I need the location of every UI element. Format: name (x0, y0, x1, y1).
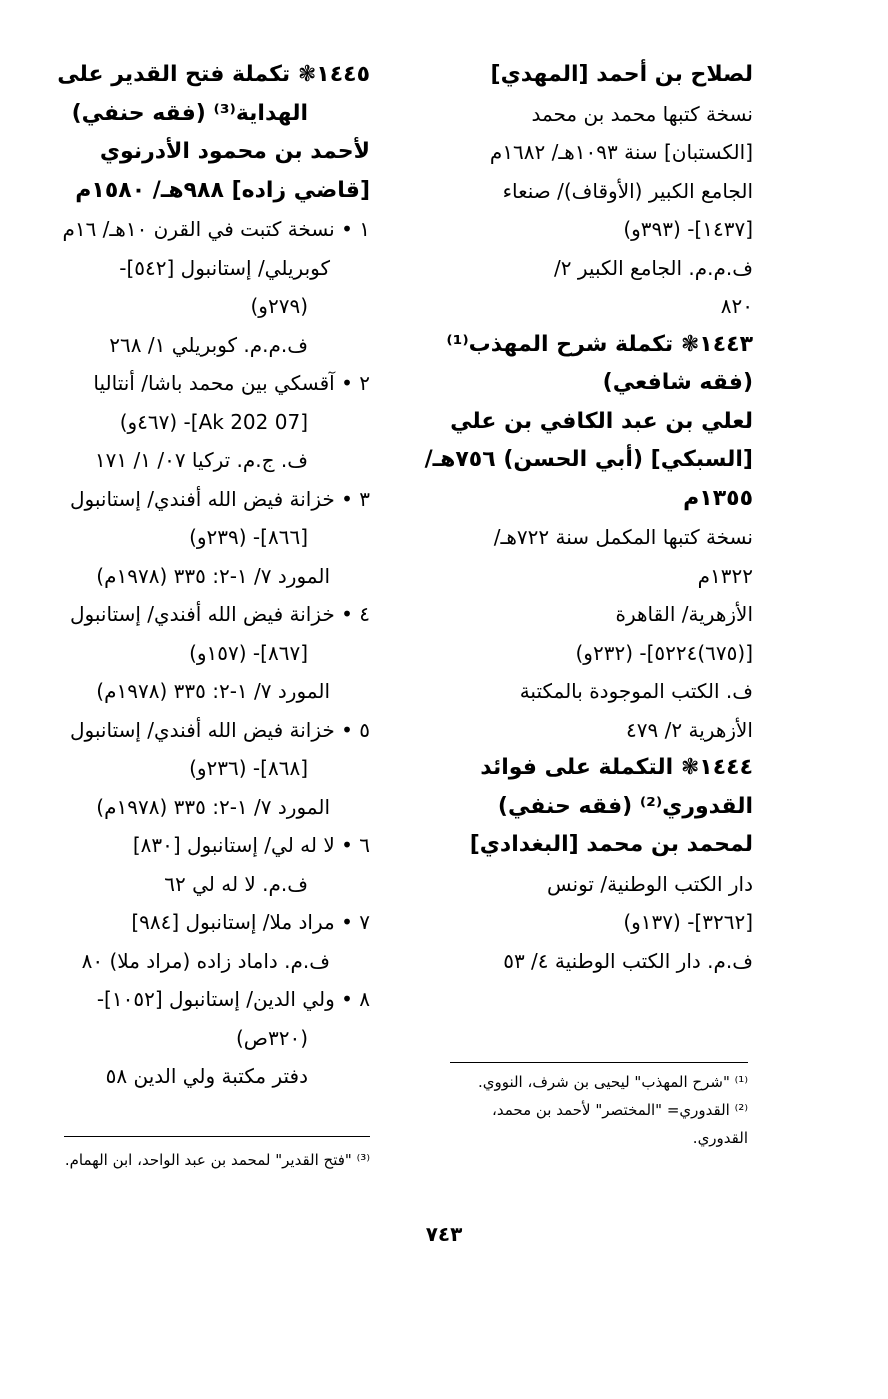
footnote-line: ⁽³⁾ "فتح القدير" لمحمد بن عبد الواحد، ابن الهمام. (64, 1151, 370, 1169)
left-column-line: دفتر مكتبة ولي الدين ٥٨ (105, 1064, 308, 1088)
right-column-line: ١٣٢٢م (697, 563, 753, 588)
right-column-line: دار الكتب الوطنية/ تونس (547, 871, 753, 896)
right-column-line: ف.م.م. الجامع الكبير ٢/ (554, 255, 753, 280)
right-column-line: (فقه شافعي) (602, 370, 753, 395)
right-column-line: لعلي بن عبد الكافي بن علي (450, 408, 753, 434)
right-column-line: [١٤٣٧]- (٣٩٣و) (623, 217, 753, 241)
left-column-line: الهداية⁽³⁾ (فقه حنفي) (71, 100, 308, 126)
left-column-line: [قاضي زاده] ٩٨٨هـ/ ١٥٨٠م (75, 177, 370, 203)
left-column-line: ٢ • آقسكي بين محمد باشا/ أنتاليا (93, 371, 370, 395)
footnote-line: ⁽²⁾ القدوري= "المختصر" لأحمد بن محمد، (492, 1101, 748, 1119)
right-column-line: ١٣٥٥م (683, 485, 753, 511)
right-column-line: ٨٢٠ (720, 294, 753, 318)
footnote-rule-right (450, 1062, 748, 1063)
left-column-line: ٥ • خزانة فيض الله أفندي/ إستانبول (70, 717, 370, 742)
left-column-line: (٣٢٠ص) (235, 1025, 308, 1050)
left-column-line: المورد ٧/ ١-٢: ٣٣٥ (١٩٧٨م) (96, 679, 330, 703)
right-column-line: ف. الكتب الموجودة بالمكتبة (519, 679, 753, 703)
right-column-line: الأزهرية ٢/ ٤٧٩ (626, 717, 753, 742)
left-column-line: ف. ج.م. تركيا ٠٧/ ١/ ١٧١ (94, 448, 308, 472)
left-column-line: لأحمد بن محمود الأدرنوي (99, 139, 370, 164)
page-number: ٧٤٣ (425, 1222, 463, 1246)
left-column (40, 56, 370, 1096)
right-column-line: الجامع الكبير (الأوقاف)/ صنعاء (502, 178, 753, 203)
right-column-line: القدوري⁽²⁾ (فقه حنفي) (497, 793, 753, 819)
right-column-line: ١٤٤٤❃ التكملة على فوائد (480, 755, 753, 780)
footnotes-left (40, 1146, 370, 1174)
left-column-line: ٤ • خزانة فيض الله أفندي/ إستانبول (70, 602, 370, 626)
right-column-line: الأزهرية/ القاهرة (615, 602, 753, 626)
right-column-line: لصلاح بن أحمد [المهدي] (490, 62, 753, 87)
left-column-line: ٣ • خزانة فيض الله أفندي/ إستانبول (70, 486, 370, 511)
left-column-line: ٧ • مراد ملا/ إستانبول [٩٨٤] (131, 910, 370, 934)
left-column-line: (٢٧٩و) (250, 294, 308, 318)
right-column-line: ١٤٤٣❃ تكملة شرح المهذب⁽¹⁾ (446, 331, 753, 357)
right-column-line: لمحمد بن محمد [البغدادي] (469, 832, 753, 857)
footnote-line: القدوري. (692, 1129, 748, 1147)
left-column-line: ٨ • ولي الدين/ إستانبول [١٠٥٢]- (96, 987, 370, 1011)
left-column-line: ١ • نسخة كتبت في القرن ١٠هـ/ ١٦م (62, 217, 370, 241)
left-column-line: ١٤٤٥❃ تكملة فتح القدير على (57, 62, 370, 87)
left-column-line: [07 Ak 202]- (٤٦٧و) (119, 409, 308, 434)
left-column-line: ف.م. داماد زاده (مراد ملا) ٨٠ (81, 948, 330, 973)
left-column-line: ف.م.م. كوبريلي ١/ ٢٦٨ (109, 332, 308, 357)
right-column (418, 56, 753, 980)
right-column-line: نسخة كتبها المكمل سنة ٧٢٢هـ/ (493, 525, 753, 549)
left-column-line: المورد ٧/ ١-٢: ٣٣٥ (١٩٧٨م) (96, 794, 330, 819)
left-column-line: [٨٦٧]- (١٥٧و) (189, 640, 308, 665)
left-column-line: ٦ • لا له لي/ إستانبول [٨٣٠] (132, 833, 370, 857)
right-column-line: [(٦٧٥)٥٢٢٤]- (٢٣٢و) (575, 640, 753, 665)
right-column-line: [٣٢٦٢]- (١٣٧و) (623, 910, 753, 934)
left-column-line: [٨٦٦]- (٢٣٩و) (189, 525, 308, 549)
left-column-line: كوبريلي/ إستانبول [٥٤٢]- (119, 255, 330, 280)
right-column-line: [السبكي] (أبي الحسن) ٧٥٦هـ/ (424, 447, 753, 472)
right-column-line: ف.م. دار الكتب الوطنية ٤/ ٥٣ (503, 948, 753, 973)
right-column-line: [الكستبان] سنة ١٠٩٣هـ/ ١٦٨٢م (489, 140, 753, 164)
footnote-rule-left (64, 1136, 370, 1137)
left-column-line: ف.م. لا له لي ٦٢ (164, 871, 308, 896)
left-column-line: [٨٦٨]- (٢٣٦و) (189, 756, 308, 780)
right-column-line: نسخة كتبها محمد بن محمد (531, 101, 753, 126)
left-column-line: المورد ٧/ ١-٢: ٣٣٥ (١٩٧٨م) (96, 563, 330, 588)
footnotes-right (418, 1068, 748, 1152)
footnote-line: ⁽¹⁾ "شرح المهذب" ليحيى بن شرف، النووي. (477, 1073, 748, 1091)
